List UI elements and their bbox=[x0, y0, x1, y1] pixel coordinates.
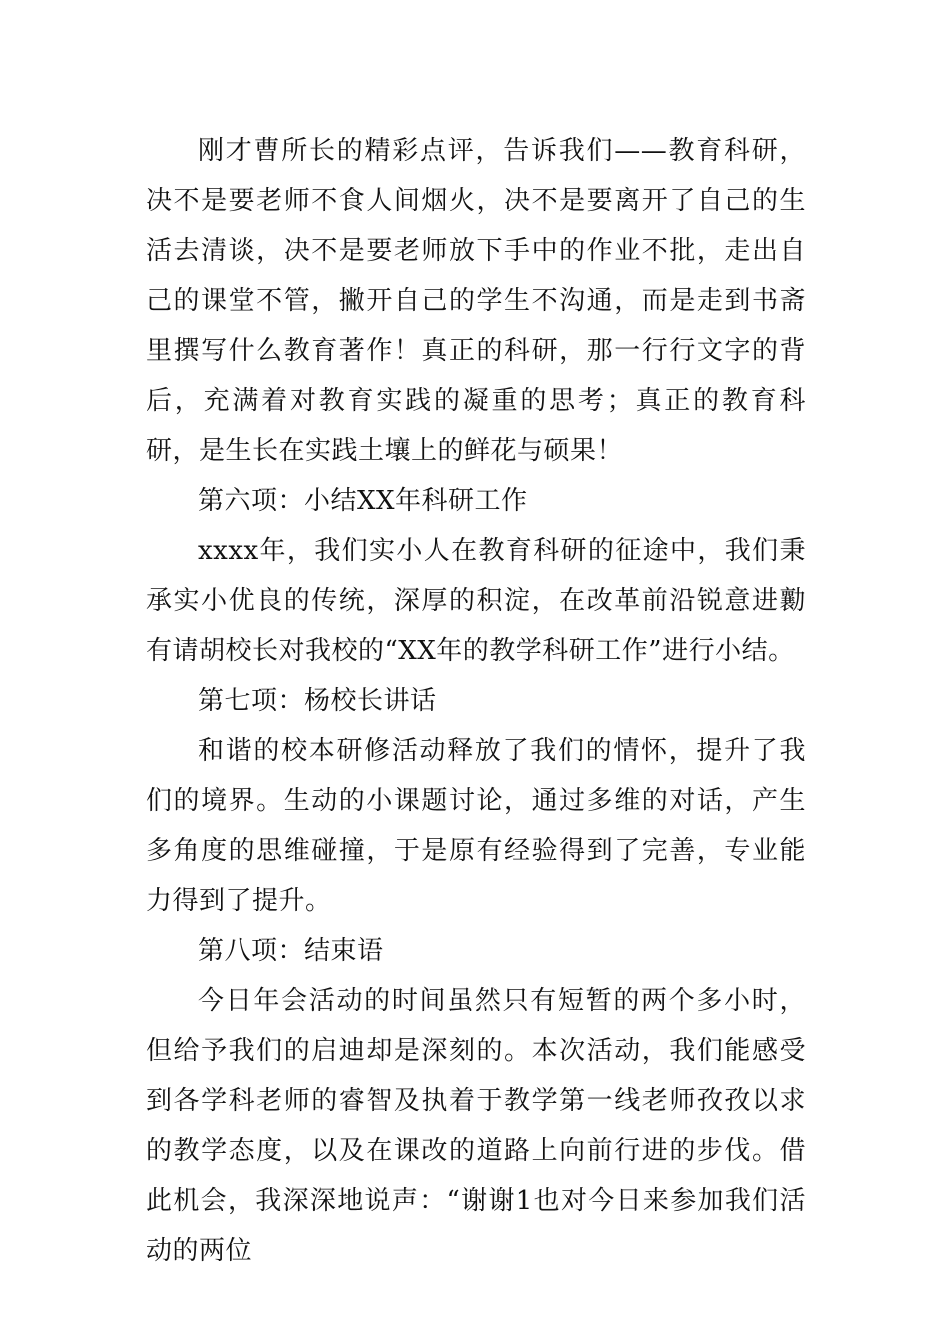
paragraph-research-summary: xxxx年，我们实小人在教育科研的征途中，我们秉承实小优良的传统，深厚的积淀，在改革前沿锐意进勷有请胡校长对我校的“XX年的教学科研工作”进行小结。 bbox=[146, 536, 806, 666]
paragraph-closing-remarks: 今日年会活动的时间虽然只有短暂的两个多小时，但给予我们的启迪却是深刻的。本次活动，我们能感受到各学科老师的睿智及执着于教学第一线老师孜孜以求的教学态度，以及在课改的道路上向前行进的步伐。借此机会，我深深地说声：“谢谢1也对今日来参加我们活动的两位 bbox=[146, 986, 806, 1266]
section-heading-item-six: 第六项：小结XX年科研工作 bbox=[198, 486, 528, 516]
section-heading-item-seven: 第七项：杨校长讲话 bbox=[198, 686, 437, 716]
section-heading-item-eight: 第八项：结束语 bbox=[198, 936, 384, 966]
paragraph-principal-speech: 和谐的校本研修活动释放了我们的情怀，提升了我们的境界。生动的小课题讨论，通过多维的对话，产生多角度的思维碰撞，于是原有经验得到了完善，专业能力得到了提升。 bbox=[146, 736, 806, 916]
document-body bbox=[146, 126, 806, 1276]
paragraph-review-comment: 刚才曹所长的精彩点评，告诉我们——教育科研，决不是要老师不食人间烟火，决不是要离开了自己的生活去清谈，决不是要老师放下手中的作业不批，走出自己的课堂不管，撇开自己的学生不沟通，而是走到书斋里撰写什么教育著作！真正的科研，那一行行文字的背后，充满着对教育实践的凝重的思考；真正的教育科研，是生长在实践土壤上的鲜花与硕果！ bbox=[146, 136, 806, 466]
